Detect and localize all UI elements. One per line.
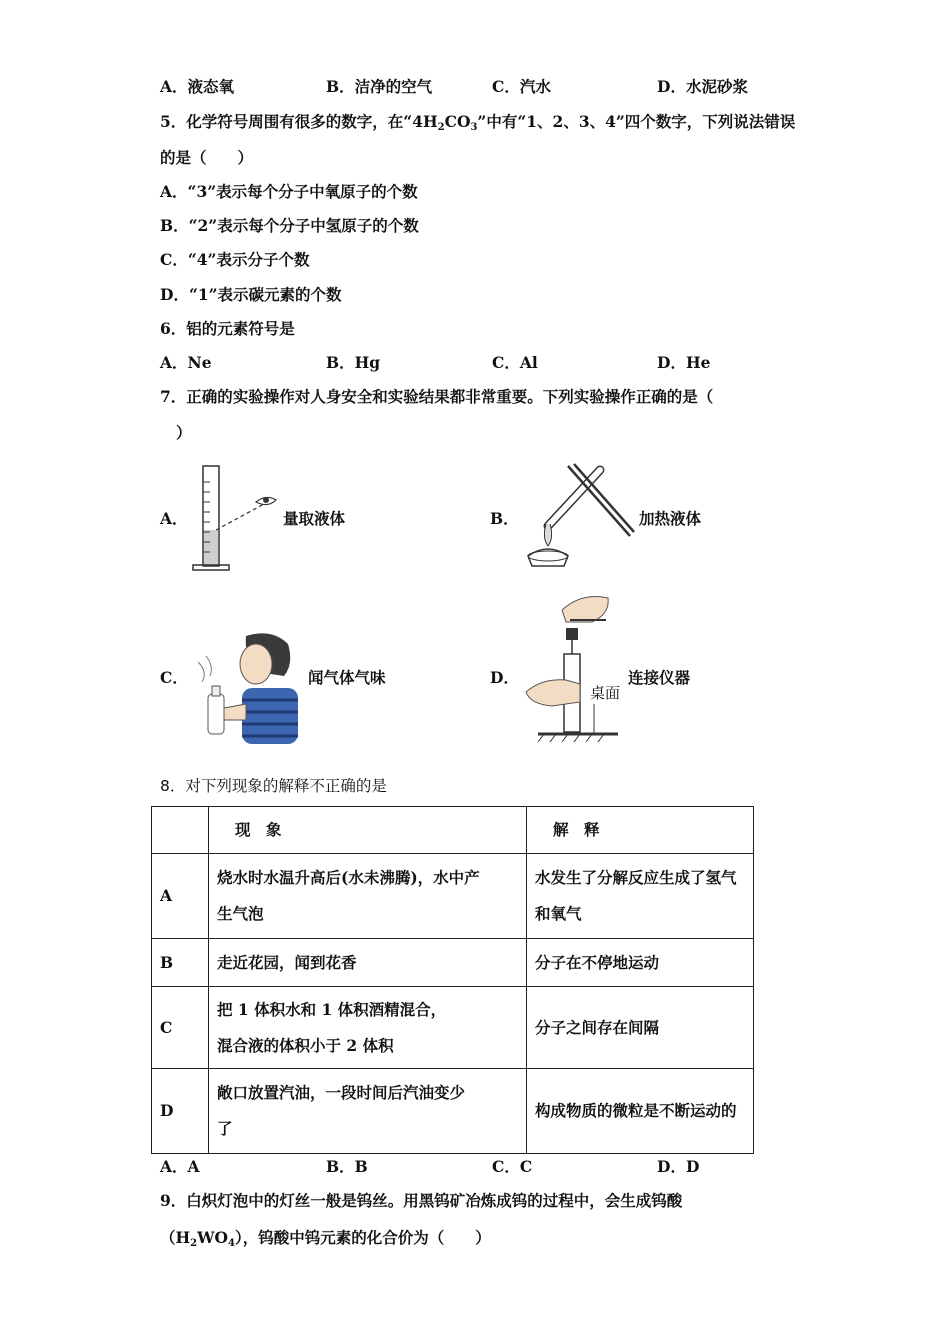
desk-surface-label: 桌面 (590, 684, 621, 702)
q8-table (151, 806, 754, 1154)
explanation-cell: 分子在不停地运动 (527, 939, 754, 987)
table-row (152, 939, 754, 987)
q7-figure-a-label: A． (160, 509, 188, 528)
q5-stem-line1: 5．化学符号周围有很多的数字，在“$4H_2CO_3$”中有“1、2、3、4”四个数字，下列说法错误 (160, 112, 796, 133)
phenomenon-cell: 走近花园，闻到花香 (209, 939, 527, 987)
q9-stem-line1: 9．白炽灯泡中的灯丝一般是钨丝。用黑钨矿冶炼成钨的过程中，会生成钨酸 (160, 1191, 683, 1210)
q7-figure-c-label: C． (160, 668, 188, 687)
row-label: C (152, 987, 209, 1069)
q4-option-d: D．水泥砂浆 (657, 77, 748, 96)
q6-option-a: A．Ne (160, 353, 212, 372)
q8-option-b: B．B (326, 1157, 368, 1176)
phenomenon-cell: 把 1 体积水和 1 体积酒精混合， 混合液的体积小于 2 体积 (209, 987, 527, 1069)
q7-figure-b-caption: 加热液体 (639, 509, 702, 528)
q5-option-a: A．“3”表示每个分子中氧原子的个数 (160, 182, 418, 201)
q7-figure-d-caption: 连接仪器 (628, 668, 691, 687)
explanation-cell: 构成物质的微粒是不断运动的 (527, 1069, 754, 1154)
table-row (152, 854, 754, 939)
table-row (152, 1069, 754, 1154)
row-label: D (152, 1069, 209, 1154)
explanation-cell: 分子之间存在间隔 (527, 987, 754, 1069)
table-header-row (152, 807, 754, 854)
q6-option-c: C．Al (492, 353, 538, 372)
table-header-cell: 解 释 (527, 807, 754, 854)
q6-stem: 6．铝的元素符号是 (160, 319, 295, 338)
phenomenon-cell: 敞口放置汽油，一段时间后汽油变少 了 (209, 1069, 527, 1154)
q8-option-a: A．A (160, 1157, 200, 1176)
graduated-cylinder-figure (186, 462, 281, 577)
q7-figure-d-label: D． (490, 668, 519, 687)
q7-stem-line1: 7．正确的实验操作对人身安全和实验结果都非常重要。下列实验操作正确的是（ (160, 387, 714, 406)
q7-figure-c-caption: 闻气体气味 (308, 668, 386, 687)
smelling-gas-figure (188, 628, 303, 746)
connecting-apparatus-figure (522, 592, 622, 744)
phenomenon-cell: 烧水时水温升高后(水未沸腾)，水中产 生气泡 (209, 854, 527, 939)
table-header-cell (152, 807, 209, 854)
q5-stem-line2: 的是（ ） (160, 148, 254, 167)
q5-option-b: B．“2”表示每个分子中氢原子的个数 (160, 216, 419, 235)
table-header-cell: 现 象 (209, 807, 527, 854)
q4-option-c: C．汽水 (492, 77, 551, 96)
q4-option-b: B．洁净的空气 (326, 77, 433, 96)
row-label: A (152, 854, 209, 939)
q7-figure-b-label: B． (490, 509, 519, 528)
q7-stem-line2: ） (176, 423, 192, 442)
q9-stem-line2: $(H_2WO_4)$，钨酸中钨元素的化合价为（ ） (160, 1228, 491, 1249)
q5-option-d: D．“1”表示碳元素的个数 (160, 285, 342, 304)
q8-option-c: C．C (492, 1157, 533, 1176)
q8-option-d: D．D (657, 1157, 700, 1176)
q4-option-a: A．液态氧 (160, 77, 235, 96)
q8-stem: 8．对下列现象的解释不正确的是 (160, 777, 387, 795)
q6-option-b: B．Hg (326, 353, 381, 372)
q6-option-d: D．He (657, 353, 711, 372)
table-row (152, 987, 754, 1069)
q7-figure-a-caption: 量取液体 (283, 509, 346, 528)
row-label: B (152, 939, 209, 987)
heating-test-tube-figure (518, 456, 638, 576)
explanation-cell: 水发生了分解反应生成了氢气 和氧气 (527, 854, 754, 939)
q5-option-c: C．“4”表示分子个数 (160, 250, 310, 269)
